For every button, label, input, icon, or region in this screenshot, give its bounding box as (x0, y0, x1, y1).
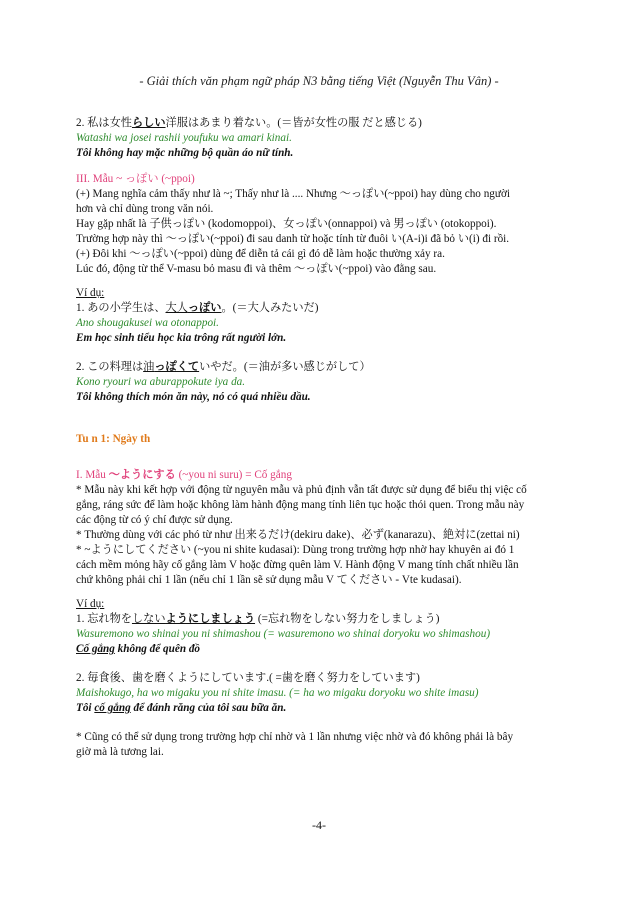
example-translation: Tôi không hay mặc những bộ quần áo nữ tính. (76, 147, 294, 159)
example-number: 2. (76, 117, 88, 129)
explanation-line: (+) Mang nghĩa cảm thấy như là ~; Thấy như là .... Nhưng 〜っぽい(~ppoi) hay dùng cho người (76, 188, 510, 200)
page-header: - Giải thích văn phạm ngữ pháp N3 bằng tiếng Việt (Nguyễn Thu Vân) - (139, 74, 499, 88)
explanation-line: cách mềm mỏng hãy cố gắng làm V hoặc đừng quên làm V. Hành động V mang tính chất nhiều lần (76, 559, 519, 571)
example-japanese (76, 612, 596, 627)
section-title-pattern: っぽい (124, 173, 159, 185)
example-japanese (76, 301, 596, 316)
translation-underlined: Cố gắng (76, 643, 115, 655)
note-line: * Cũng có thể sử dụng trong trường hợp chỉ nhờ và 1 lần nhưng việc nhờ và đó không phải là bây (76, 731, 514, 743)
section-title (76, 468, 596, 483)
example-text-rest: いやだ。(＝油が多い感じがして） (199, 361, 371, 373)
example-underlined: 大人 (165, 302, 188, 314)
example-underlined: 油 (143, 361, 155, 373)
example-romaji: Ano shougakusei wa otonappoi. (76, 317, 219, 329)
explanation-line: * Mẫu này khi kết hợp với động từ nguyên mẫu và phủ định vẫn tất được sử dụng để biểu thị việc cố (76, 484, 527, 496)
example-romaji: Maishokugo, ha wo migaku you ni shite imasu. (= ha wo migaku doryoku wo shite imasu) (76, 687, 479, 699)
translation-underlined: cố gắng (94, 702, 131, 714)
section-title-prefix: I. Mẫu (76, 469, 109, 481)
explanation-line: (+) Đôi khi 〜っぽい(~ppoi) dùng để diễn tả cái gì đó dễ làm hoặc thường xảy ra. (76, 248, 445, 260)
example-keyword: っぽくて (154, 361, 200, 373)
translation-start: Tôi (76, 702, 95, 714)
example-keyword: ようにしましょう (165, 613, 256, 625)
example-translation: Tôi không thích món ăn này, nó có quá nhiều dầu. (76, 391, 311, 403)
example-romaji: Kono ryouri wa aburappokute iya da. (76, 376, 246, 388)
explanation-line: * ~ようにしてください (~you ni shite kudasai): Dùng trong trường hợp nhờ hay khuyên ai đó 1 (76, 544, 515, 556)
note-line: giờ mà là tương lai. (76, 746, 164, 758)
explanation-line: hơn và chỉ dùng trong văn nói. (76, 203, 214, 215)
example-text: 1. 忘れ物を (76, 613, 132, 625)
example-text-rest: (=忘れ物をしない努力をしましょう) (255, 613, 440, 625)
example-text-rest: 洋服はあまり着ない。(＝皆が女性の服 だと感じる) (165, 117, 422, 129)
translation-rest: để đánh răng của tôi sau bữa ăn. (130, 702, 287, 714)
example-japanese: 2. 毎食後、歯を磨くようにしています.( =歯を磨く努力をしています) (76, 672, 420, 684)
section-title-romaji: (~ppoi) (158, 173, 195, 185)
section-title (76, 172, 596, 187)
page-number: -4- (312, 818, 326, 832)
explanation-line: Lúc đó, động từ thể V-masu bỏ masu đi và thêm 〜っぽい(~ppoi) vào đằng sau. (76, 263, 437, 275)
you-ni-suru-section (76, 432, 596, 760)
example-translation: Em học sinh tiểu học kia trông rất người lớn. (76, 332, 287, 344)
week-title: Tu n 1: Ngày th (76, 433, 151, 445)
ppoi-section (76, 172, 596, 405)
example-keyword: っぽい (187, 302, 222, 314)
example-romaji: Wasuremono wo shinai you ni shimashou (= wasuremono wo shinai doryoku wo shimashou) (76, 628, 491, 640)
example-heading: Ví dụ: (76, 287, 105, 299)
explanation-line: chứ không phải chỉ 1 lần (nếu chỉ 1 lần sẽ sử dụng mẫu V てください - Vte kudasai). (76, 574, 462, 586)
example-text: 私は女性 (87, 117, 132, 129)
explanation-line: * Thường dùng với các phó từ như 出来るだけ(dekiru dake)、必ず(kanarazu)、絶対に(zettai ni) (76, 529, 520, 541)
example-translation (76, 642, 596, 657)
explanation-line: các động từ có ý chí được sử dụng. (76, 514, 233, 526)
example-japanese (76, 116, 596, 131)
translation-rest: không để quên đồ (114, 643, 201, 655)
example-underlined: しない (131, 613, 166, 625)
explanation-line: Hay gặp nhất là 子供っぽい (kodomoppoi)、女っぽい(onnappoi) và 男っぽい (otokoppoi). (76, 218, 497, 230)
section-title-pattern: ～ようにする (108, 469, 176, 481)
example-japanese (76, 360, 596, 375)
example-keyword: らしい (131, 117, 166, 129)
section-title-prefix: III. Mẫu ~ (76, 173, 125, 185)
section-title-meaning: (~you ni suru) = Cố gắng (175, 469, 292, 481)
explanation-line: Trường hợp này thì 〜っぽい(~ppoi) đi sau danh từ hoặc tính từ đuôi い(A-i)i đã bỏ い(i) đi rồi. (76, 233, 510, 245)
example-text: 1. あの小学生は、 (76, 302, 166, 314)
explanation-line: gắng, ráng sức để làm hoặc không làm hành động mang tính liên tục hoặc thói quen. Trong mẫu này (76, 499, 525, 511)
example-text-rest: 。(＝大人みたいだ) (221, 302, 319, 314)
example-romaji: Watashi wa josei rashii youfuku wa amari kinai. (76, 132, 292, 144)
rashii-example-2 (76, 116, 596, 161)
example-text: 2. この料理は (76, 361, 144, 373)
example-translation (76, 701, 596, 716)
example-heading: Ví dụ: (76, 598, 105, 610)
